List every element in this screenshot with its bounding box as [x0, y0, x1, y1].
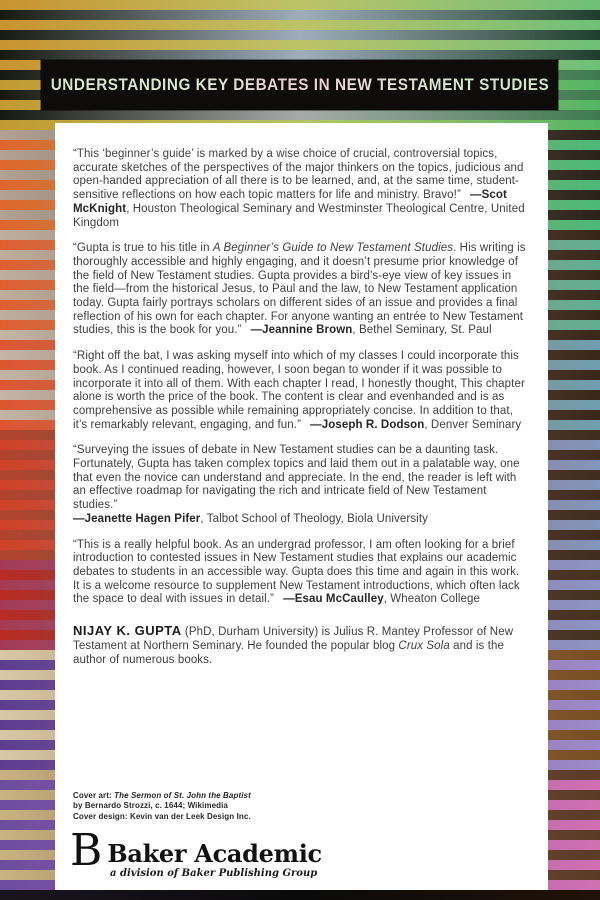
back-cover-panel — [55, 123, 548, 890]
endorsement-quote-mccaulley: “This is a really helpful book. As an undergrad professor, I am often looking for a brief introduction to contested issues in New Testament studies that explains our academic debates to students in an accessible way. Gupta does this time and again in this work. It is a welcome resource to supplement New Testament introductions, which often lack the space to deal with issues in detail.” —Esau McCaulley, Wheaton College — [73, 538, 520, 606]
publisher-tagline: a division of Baker Publishing Group — [110, 868, 318, 879]
endorsement-quote-dodson: “Right off the bat, I was asking myself into which of my classes I could incorporate this book. As I continued reading, however, I soon began to wonder if it was possible to incorporate it into all of them. With each chapter I read, I honestly thought, This chapter alone is worth the price of the book. The content is clear and evenhanded and is as comprehensive as possible while remaining appropriately concise. In addition to that, it’s remarkably relevant, engaging, and fun.” —Joseph R. Dodson, Denver Seminary — [73, 350, 525, 431]
endorsement-quote-mcknight: “This ‘beginner’s guide’ is marked by a wise choice of crucial, controversial topics, accurate sketches of the perspectives of the major thinkers on the topics, judicious and open-handed appreciation of all there is to be learned, and, at the same time, student-sensitive reflections on how each topic matters for life and ministry. Bravo!” —Scot McKnight, Houston Theological Seminary and Westminster Theological Centre, United Kingdom — [73, 148, 525, 229]
cover-credit-design-line: Cover design: Kevin van der Leek Design Inc. — [73, 811, 251, 821]
endorsement-quote-brown: “Gupta is true to his title in A Beginner’s Guide to New Testament Studies. His writing is thoroughly accessible and highly engaging, and it doesn’t presume prior knowledge of the field of New Testament studies. Gupta provides a bird’s-eye view of key issues in the field—from the historical Jesus, to Paul and the law, to New Testament application today. Gupta fairly portrays scholars on different sides of an issue and provides a final reflection of his own for each chapter. For anyone wanting an entrée to New Testament studies, this is the book for you.” —Jeannine Brown, Bethel Seminary, St. Paul — [73, 242, 526, 337]
cover-credit-artist-line: by Bernardo Strozzi, c. 1644; Wikimedia — [73, 801, 228, 811]
baker-monogram-icon: B — [70, 825, 101, 876]
publisher-logo — [70, 825, 322, 879]
title-banner-text: UNDERSTANDING KEY DEBATES IN NEW TESTAMENT STUDIES — [50, 75, 549, 94]
endorsement-quote-pifer: “Surveying the issues of debate in New Testament studies can be a daunting task. Fortunately, Gupta has taken complex topics and laid them out in a palatable way, one that even the novice can understand and appreciate. In the end, the reader is left with an effective roadmap for navigating the rich and intricate field of New Testament studies.” —Jeanette Hagen Pifer, Talbot School of Theology, Biola University — [73, 444, 520, 525]
cover-credit-art-line: Cover art: The Sermon of St. John the Baptist — [73, 791, 251, 800]
author-bio: NIJAY K. GUPTA (PhD, Durham University) is Julius R. Mantey Professor of New Testament at Northern Seminary. He founded the popular blog Crux Sola and is the author of numerous books. — [73, 623, 514, 666]
title-banner — [41, 60, 558, 110]
cover-credits — [73, 791, 251, 822]
publisher-name: Baker Academic — [107, 839, 322, 868]
